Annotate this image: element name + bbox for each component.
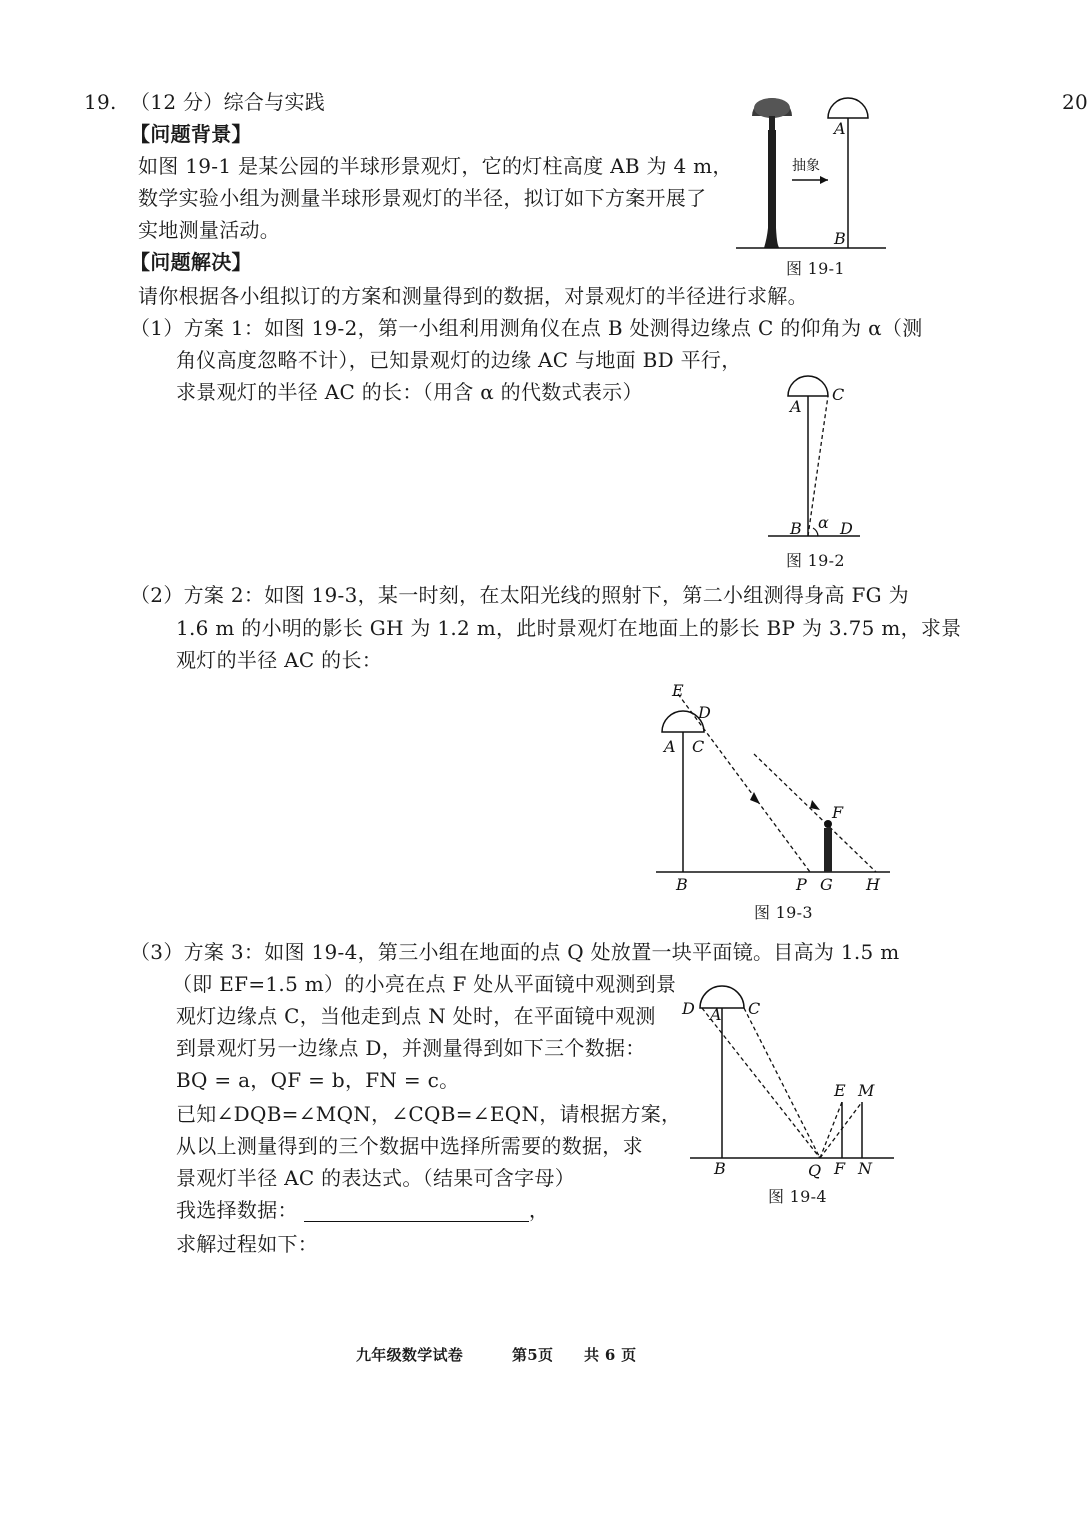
ray-CQ (744, 1008, 820, 1158)
solve-tag: 【问题解决】 (130, 250, 252, 274)
part3-line-4: 到景观灯另一边缘点 D，并测量得到如下三个数据： (176, 1036, 646, 1060)
person-body (824, 828, 832, 872)
label-D: D (698, 703, 711, 722)
figure-19-2 (760, 366, 880, 546)
figure-19-2-caption: 图 19-2 (786, 551, 845, 570)
label-G: G (820, 875, 833, 894)
part2-line-3: 观灯的半径 AC 的长： (176, 648, 383, 672)
part2-line-1: （2）方案 2：如图 19-3，某一时刻，在太阳光线的照射下，第二小组测得身高 FG 为 (130, 583, 909, 607)
label-B: B (790, 519, 802, 538)
figure-19-1 (730, 88, 900, 288)
label-B: B (676, 875, 688, 894)
abstract-arrow-head (820, 176, 828, 184)
lamp-pole-photo (764, 130, 780, 248)
abstract-lamp-head (828, 98, 868, 118)
figure-19-3-caption: 图 19-3 (754, 903, 813, 922)
label-A: A (834, 119, 846, 138)
label-A: A (790, 397, 802, 416)
person-head (824, 820, 832, 828)
label-alpha: α (818, 513, 829, 532)
sun-ray-EP-arrow (750, 792, 760, 804)
label-E: E (672, 681, 684, 700)
lamp-head (788, 376, 828, 396)
label-D: D (682, 999, 695, 1018)
background-line-2: 数学实验小组为测量半球形景观灯的半径，拟订如下方案开展了 (138, 186, 707, 210)
label-H: H (866, 875, 880, 894)
footer-page: 第5页 (512, 1346, 554, 1364)
instruction: 请你根据各小组拟订的方案和测量得到的数据，对景观灯的半径进行求解。 (138, 284, 808, 308)
choose-data-label: 我选择数据： (176, 1198, 298, 1222)
ray-DQ (702, 1008, 820, 1158)
part3-line-8: 景观灯半径 AC 的表达式。（结果可含字母） (176, 1166, 576, 1190)
label-A: A (664, 737, 676, 756)
figure-19-4 (680, 980, 900, 1180)
label-Q: Q (808, 1161, 822, 1180)
question-number: 19. (84, 90, 117, 114)
figure-19-3 (650, 680, 900, 900)
label-A: A (710, 1005, 722, 1024)
part3-line-1: （3）方案 3：如图 19-4，第三小组在地面的点 Q 处放置一块平面镜。目高为 1.5 m (130, 940, 900, 964)
label-B: B (834, 229, 846, 248)
lamp-head (700, 986, 744, 1008)
part3-line-7: 从以上测量得到的三个数据中选择所需要的数据，求 (176, 1134, 643, 1158)
background-line-3: 实地测量活动。 (138, 218, 281, 242)
part2-line-2: 1.6 m 的小明的影长 GH 为 1.2 m，此时景观灯在地面上的影长 BP 为 3.75 m，求景 (176, 616, 962, 640)
choose-data-row (176, 1198, 549, 1222)
label-F: F (832, 803, 844, 822)
corner-page-fragment: 20 (1062, 90, 1088, 114)
question-heading: （12 分）综合与实践 (130, 90, 326, 114)
label-D: D (840, 519, 853, 538)
background-line-1: 如图 19-1 是某公园的半球形景观灯，它的灯柱高度 AB 为 4 m， (138, 154, 733, 178)
abstract-arrow-text: 抽象 (792, 158, 820, 174)
part1-line-3: 求景观灯的半径 AC 的长：（用含 α 的代数式表示） (176, 380, 643, 404)
part3-line-3: 观灯边缘点 C，当他走到点 N 处时，在平面镜中观测 (176, 1004, 656, 1028)
background-tag: 【问题背景】 (130, 122, 252, 146)
label-E: E (834, 1081, 846, 1100)
figure-19-4-caption: 图 19-4 (768, 1187, 827, 1206)
label-C: C (692, 737, 705, 756)
label-N: N (858, 1159, 872, 1178)
ray-QE (820, 1102, 842, 1158)
label-F: F (834, 1159, 846, 1178)
part3-line-5: BQ = a，QF = b，FN = c。 (176, 1068, 460, 1092)
lamp-neck (769, 116, 775, 130)
label-C: C (748, 999, 761, 1018)
ray-QM (820, 1102, 862, 1158)
part1-line-1: （1）方案 1：如图 19-2，第一小组利用测角仪在点 B 处测得边缘点 C 的仰角为 α（测 (130, 316, 923, 340)
sun-ray-FH (754, 754, 876, 872)
footer-subject: 九年级数学试卷 (356, 1346, 464, 1364)
label-P: P (796, 875, 807, 894)
figure-19-1-caption: 图 19-1 (786, 259, 845, 278)
part3-line-2: （即 EF=1.5 m）的小亮在点 F 处从平面镜中观测到景 (172, 972, 677, 996)
footer-total: 共 6 页 (584, 1346, 637, 1364)
lamp-head-top (754, 98, 790, 118)
choose-data-end: ， (528, 1198, 550, 1222)
part1-line-2: 角仪高度忽略不计），已知景观灯的边缘 AC 与地面 BD 平行， (176, 348, 742, 372)
process-label: 求解过程如下： (176, 1232, 319, 1256)
part3-line-6: 已知∠DQB=∠MQN，∠CQB=∠EQN，请根据方案， (176, 1102, 682, 1126)
label-B: B (714, 1159, 726, 1178)
label-M: M (858, 1081, 875, 1100)
choose-data-blank[interactable] (304, 1203, 529, 1222)
sun-ray-FH-arrow (810, 800, 820, 810)
label-C: C (832, 385, 845, 404)
